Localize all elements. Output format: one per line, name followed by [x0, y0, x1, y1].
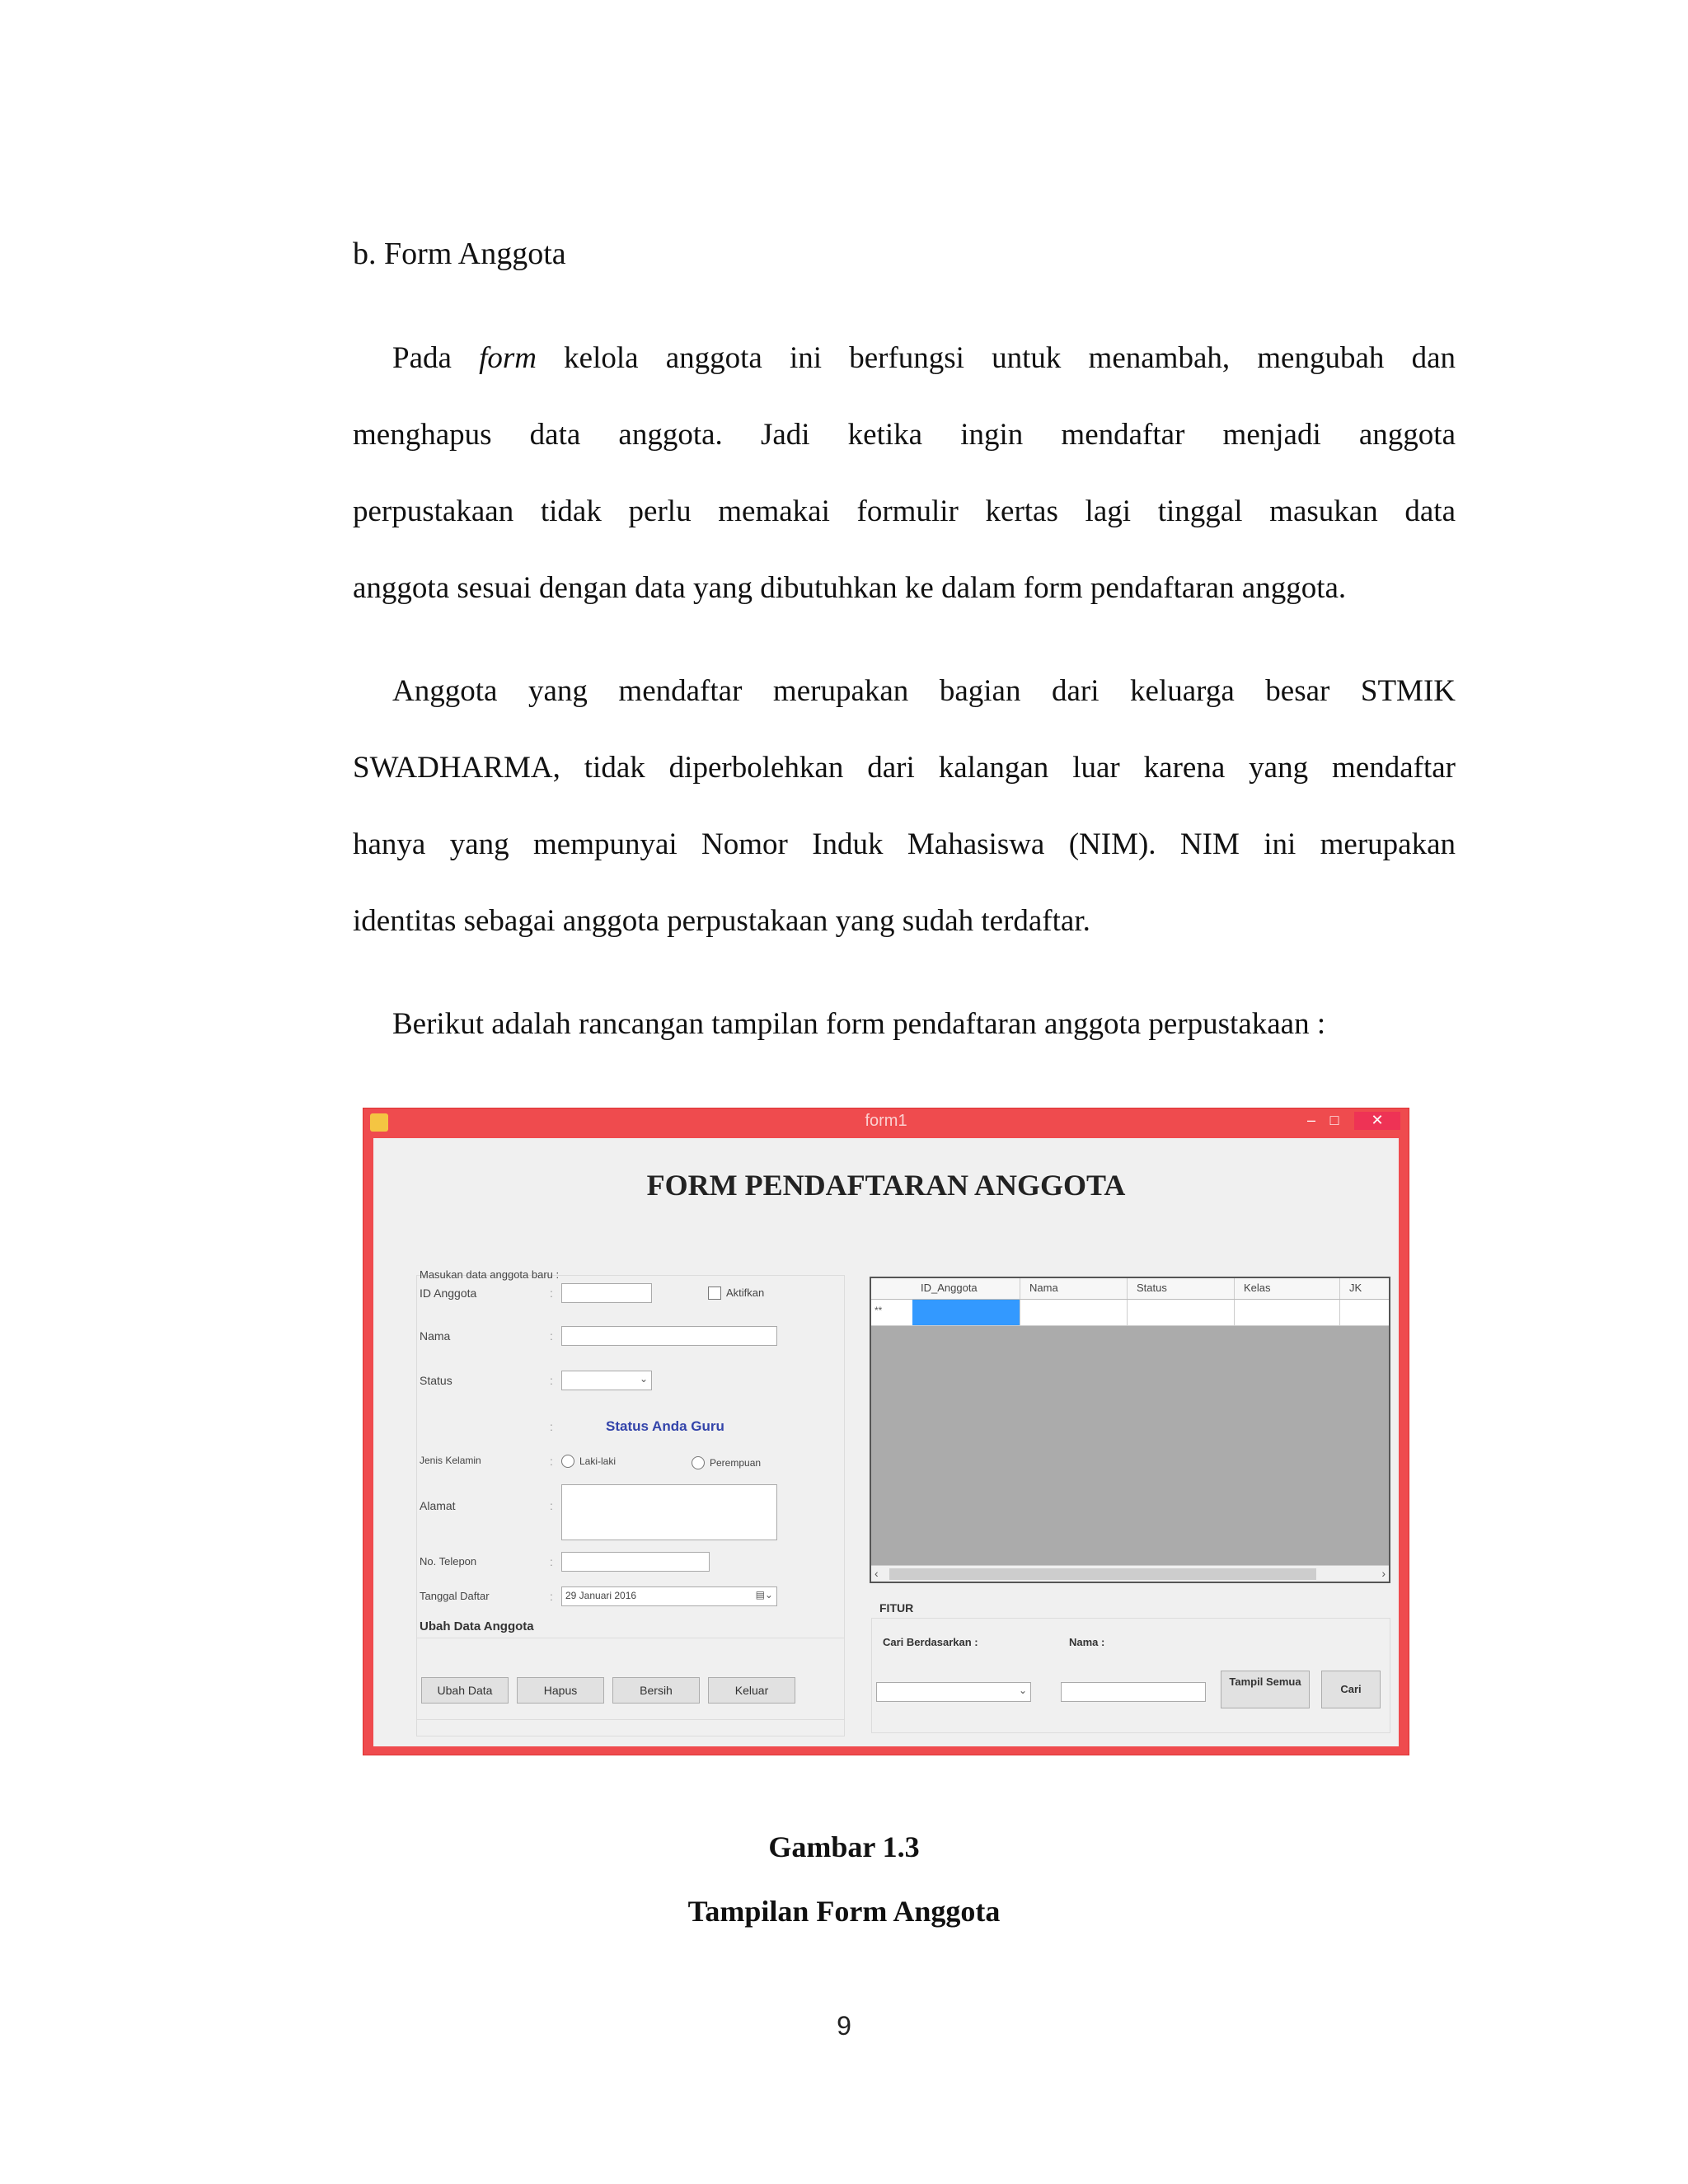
grid-col-id-anggota[interactable]: ID_Anggota [921, 1282, 978, 1294]
tampil-semua-button[interactable]: Tampil Semua [1221, 1671, 1310, 1708]
paragraph-1-line-3: perpustakaan tidak perlu memakai formulir kertas lagi tinggal masukan data [353, 494, 1456, 528]
selected-cell[interactable] [912, 1300, 1020, 1325]
tanggal-daftar-value: 29 Januari 2016 [565, 1590, 637, 1601]
window-titlebar [363, 1108, 1409, 1137]
paragraph-2 [353, 653, 1456, 959]
colon: : [550, 1286, 553, 1300]
paragraph-1-line-4: anggota sesuai dengan data yang dibutuhkan ke dalam form pendaftaran anggota. [353, 571, 1347, 605]
grid-col-nama[interactable]: Nama [1029, 1282, 1058, 1294]
colon: : [550, 1329, 553, 1343]
perempuan-radio[interactable] [692, 1456, 705, 1469]
hapus-button[interactable]: Hapus [517, 1677, 604, 1704]
figure-caption: Tampilan Form Anggota [687, 1895, 1001, 1928]
aktifkan-checkbox[interactable] [708, 1286, 721, 1300]
telepon-label: No. Telepon [420, 1555, 477, 1568]
perempuan-label: Perempuan [710, 1457, 762, 1469]
calendar-icon[interactable]: ▤⌄ [755, 1589, 773, 1601]
form-screenshot [356, 1104, 1419, 1764]
status-label: Status [420, 1374, 452, 1387]
paragraph-3-line-1: Berikut adalah rancangan tampilan form pendaftaran anggota perpustakaan : [392, 1007, 1326, 1041]
scroll-right-icon[interactable]: › [1381, 1567, 1386, 1580]
colon: : [550, 1374, 553, 1387]
status-message: Status Anda Guru [606, 1418, 724, 1434]
nama-search-input[interactable] [1061, 1682, 1206, 1702]
grid-header [871, 1278, 1389, 1300]
cari-berdasarkan-label: Cari Berdasarkan : [883, 1636, 978, 1648]
group-label: Masukan data anggota baru : [420, 1268, 560, 1281]
alamat-label: Alamat [420, 1499, 456, 1512]
nama-search-label: Nama : [1069, 1636, 1105, 1648]
nama-input[interactable] [561, 1326, 777, 1346]
maximize-icon[interactable]: □ [1329, 1112, 1339, 1128]
minimize-icon[interactable]: – [1306, 1112, 1315, 1128]
colon: : [550, 1420, 553, 1433]
paragraph-2-line-4: identitas sebagai anggota perpustakaan yang sudah terdaftar. [353, 904, 1090, 938]
paragraph-1-line-1: Pada form kelola anggota ini berfungsi untuk menambah, mengubah dan [392, 341, 1456, 375]
table-row[interactable] [871, 1300, 1389, 1326]
row-header: ** [874, 1305, 883, 1316]
form-title: FORM PENDAFTARAN ANGGOTA [646, 1169, 1126, 1202]
fitur-group-box [871, 1618, 1390, 1733]
form-window [363, 1108, 1409, 1755]
telepon-input[interactable] [561, 1552, 710, 1572]
paragraph-1 [353, 320, 1456, 626]
colon: : [550, 1455, 553, 1468]
laki-laki-radio[interactable] [561, 1455, 574, 1468]
colon: : [550, 1590, 553, 1603]
close-icon[interactable]: ✕ [1354, 1112, 1400, 1130]
aktifkan-label: Aktifkan [726, 1286, 765, 1299]
ubah-data-group-label: Ubah Data Anggota [420, 1619, 534, 1633]
scroll-left-icon[interactable]: ‹ [874, 1567, 879, 1580]
figure-number: Gambar 1.3 [768, 1830, 920, 1863]
chevron-down-icon: ⌄ [639, 1373, 648, 1385]
form-client-area [373, 1138, 1399, 1746]
paragraph-2-line-2: SWADHARMA, tidak diperbolehkan dari kalangan luar karena yang mendaftar [353, 751, 1456, 785]
fitur-label: FITUR [879, 1601, 914, 1615]
tanggal-daftar-label: Tanggal Daftar [420, 1590, 490, 1602]
alamat-input[interactable] [561, 1484, 777, 1540]
paragraph-2-line-3: hanya yang mempunyai Nomor Induk Mahasiswa (NIM). NIM ini merupakan [353, 827, 1456, 861]
colon: : [550, 1499, 553, 1512]
paragraph-1-line-2: menghapus data anggota. Jadi ketika ingin mendaftar menjadi anggota [353, 418, 1456, 452]
status-select[interactable] [561, 1371, 652, 1390]
laki-laki-label: Laki-laki [579, 1455, 617, 1467]
page-number: 9 [837, 2011, 851, 2041]
window-title: form1 [865, 1112, 907, 1130]
anggota-data-grid[interactable] [870, 1277, 1390, 1583]
tanggal-daftar-picker[interactable] [561, 1586, 777, 1606]
keluar-button[interactable]: Keluar [708, 1677, 795, 1704]
colon: : [550, 1555, 553, 1568]
nama-label: Nama [420, 1329, 451, 1343]
horizontal-scrollbar[interactable] [871, 1565, 1389, 1582]
grid-col-status[interactable]: Status [1137, 1282, 1167, 1294]
paragraph-3 [353, 986, 1456, 1062]
ubah-data-button[interactable]: Ubah Data [421, 1677, 509, 1704]
paragraph-2-line-1: Anggota yang mendaftar merupakan bagian dari keluarga besar STMIK [392, 674, 1456, 708]
section-heading: b. Form Anggota [353, 237, 566, 271]
grid-col-kelas[interactable]: Kelas [1244, 1282, 1271, 1294]
id-anggota-input[interactable] [561, 1283, 652, 1303]
grid-col-jk[interactable]: JK [1349, 1282, 1362, 1294]
id-anggota-label: ID Anggota [420, 1286, 477, 1300]
cari-button[interactable]: Cari [1321, 1671, 1381, 1708]
scroll-thumb[interactable] [889, 1568, 1316, 1580]
chevron-down-icon: ⌄ [1018, 1685, 1027, 1696]
cari-berdasarkan-select[interactable] [876, 1682, 1031, 1702]
bersih-button[interactable]: Bersih [612, 1677, 700, 1704]
jenis-kelamin-label: Jenis Kelamin [420, 1455, 481, 1466]
